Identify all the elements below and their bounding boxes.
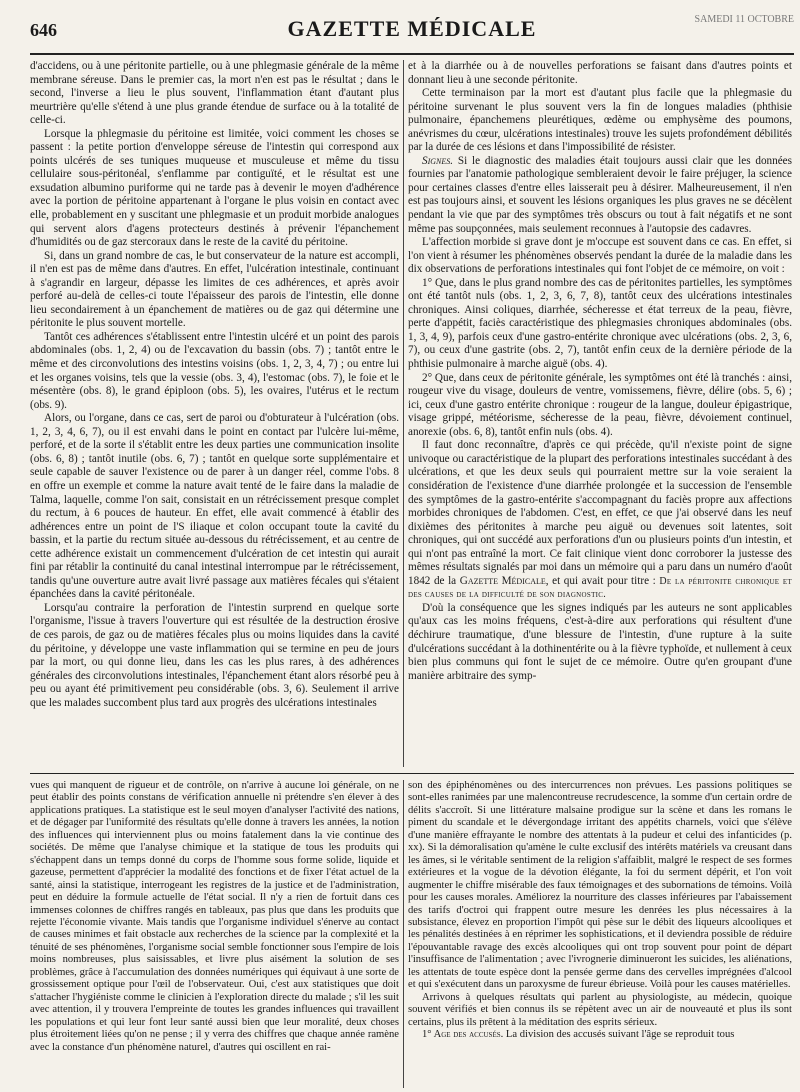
paragraph (408, 155, 792, 236)
section-divider (30, 773, 794, 774)
page-number: 646 (30, 20, 57, 40)
feuilleton-left-column (30, 780, 399, 1088)
section-label-signes: Signes. (422, 154, 454, 167)
paragraph: L'affection morbide si grave dont je m'occupe est souvent dans ce cas. En effet, si l'on vient à résumer les phénomènes observés pendant la durée de la maladie dans les dix observations de perforations intestinales qui font l'objet de ce mémoire, on voit : (408, 236, 792, 276)
paragraph: Si, dans un grand nombre de cas, le but conservateur de la nature est accompli, il n'en est pas de même dans d'autres. En effet, l'ulcération intestinale, continuant à s'agrandir en largeur, dépasse les limites de ces adhérences, et après avoir perforé au-delà de celles-ci toute l'épaisseur des parois de l'intestin, elle donne lieu secondairement à un épanchement de matières ou de gaz qui détermine une péritonite le plus souvent mortelle. (30, 249, 399, 330)
header-date-faded: SAMEDI 11 OCTOBRE (694, 14, 794, 25)
section-label-age: 1° Age des accusés. (422, 1029, 504, 1041)
memoir-title: De la péritonite chronique et des causes de la difficulté de son diagnostic. (408, 575, 792, 601)
header-rule (30, 53, 794, 55)
paragraph: Lorsqu'au contraire la perforation de l'intestin surprend en quelque sorte l'organisme, l'issue à travers l'ouverture qui est résultée de la destruction érosive de ces parois, de gaz ou de matières fécales plus ou moins liquides dans la cavité du péritoine, y développe une vaste inflammation qui se termine en peu de jours par la mort, ou qui donne lieu, dans les cas les plus rares, à des adhérences générales des circonvolutions intestinales, l'épanchement étant alors résorbé peu à peu ou ayant été primitivement peu considérable (obs. 3, 6). Seulement il arrive que les malades succombent plus tard aux progrès des ulcérations intestinales (30, 601, 399, 709)
paragraph (408, 1029, 792, 1041)
paragraph: Lorsque la phlegmasie du péritoine est limitée, voici comment les choses se passent : la petite portion d'enveloppe séreuse de l'intestin qui correspond aux points ulcérés de ses tuniques muqueuse et musculeuse et même du tissu cellulaire sous-péritonéal, s'enflamme par contiguïté, et le résultat est une exsudation albumino puriforme qui ne tarde pas à devenir le moyen d'adhérence avec la portion de péritoine appartenant à l'organe le plus voisin en contact avec elle, probablement en y suscitant une phlegmasie et un produit morbide analogues qui servent alors d'agens protecteurs destinés à prévenir l'épanchement d'humidités ou de gaz stercoraux dans le reste de la cavité du péritoine. (30, 127, 399, 249)
article-left-column (30, 60, 399, 767)
paragraph-text: Il faut donc reconnaître, d'après ce qui précède, qu'il n'existe point de signe univoque ou caractéristique de la plupart des perforations intestinales succédant à des ulcérations, et que les deux seuls qui pourraient mettre sur la voie seraient la considération de l'existence d'une diarrhée prolongée et la succession de l'ensemble des symptômes de la gastro-entérite s'accompagnant du faciès propre aux affections morbides chroniques de l'abdomen. C'est, en effet, ce que j'ai observé dans les neuf dixièmes des péritonites à marche peu aiguë ou devenues soit latentes, soit chroniques, qui ont succédé aux perforations d'un ou plusieurs points d'un intestin, et qui n'ont pas entraîné la mort. Ce fait clinique vient donc corroborer la justesse des mêmes résultats signalés par moi dans un mémoire qui a paru dans un numéro d'août 1842 de la (408, 439, 792, 587)
paragraph: et à la diarrhée ou à de nouvelles perforations se faisant dans d'autres points et donnant lieu à une seconde péritonite. (408, 60, 792, 86)
paragraph: Tantôt ces adhérences s'établissent entre l'intestin ulcéré et un point des parois abdominales (obs. 1, 2, 4) ou de l'excavation du bassin (obs. 7) ; tantôt entre le même et des circonvolutions des intestins voisins (obs. 1, 2, 3, 4, 7) ; ou entre lui et les organes voisins, tels que la vessie (obs. 3, 4), l'estomac (obs. 7), le foie et le mésentère (obs. 8), le grand épiploon (obs. 5), les ovaires, l'utérus et le rectum (obs. 9). (30, 330, 399, 411)
paragraph: 2° Que, dans ceux de péritonite générale, les symptômes ont été là tranchés : ainsi, rougeur vive du visage, douleurs de ventre, vomissemens, fièvre, délire (obs. 5, 6) ; ici, ceux d'une gastro entérite chronique : rougeur de la langue, douleur épigastrique, visage grippé, météorisme, sécheresse de la peau, fièvre, dévoiement continuel, anorexie (obs. 6, 8), tantôt enfin nuls (obs. 4). (408, 371, 792, 438)
paragraph-text: La division des accusés suivant l'âge se reproduit tous (505, 1029, 735, 1041)
paragraph: Arrivons à quelques résultats qui parlent au physiologiste, au médecin, quoique souvent vérifiés et bien connus ils se répètent avec un air de nouveauté et plus ils sont certains, plus ils prêtent à la méditation des esprits sérieux. (408, 991, 792, 1028)
paragraph: 1° Que, dans le plus grand nombre des cas de péritonites partielles, les symptômes ont été tantôt nuls (obs. 1, 2, 3, 6, 7, 8), tantôt ceux des ulcérations intestinales chroniques. Ainsi coliques, diarrhée, sécheresse et état terreux de la peau, fièvre, perte d'appétit, faciès caractéristique des phlegmasies chroniques abdominales (obs. 1, 3, 4, 9), parfois ceux d'une gastro-entérite chronique avec ulcérations (obs. 2, 3, 6, 7), ou ceux d'une gastrite (obs. 2, 7), tantôt enfin ceux de la dernière période de la phthisie pulmonaire à marche aiguë (obs. 4). (408, 276, 792, 371)
paragraph: vues qui manquent de rigueur et de contrôle, on n'arrive à aucune loi générale, on ne peut établir des points constans de vérification annuelle ni prétendre s'en élever à des applications pratiques. La statistique est le seul moyen d'analyser l'activité des nations, et de dégager par l'uniformité des résultats qu'elle donne à travers les années, la notion des influences qui interviennent plus ou moins fatalement dans la vie continue des sociétés. De même que l'analyse chimique et la statique de tous les produits qui s'échappent dans un temps donné du corps de l'homme sous forme solide, liquide et gazeuse, permettent d'apprécier la modalité des fonctions et de fixer l'état actuel de la santé, ainsi la statistique, interrogeant les registres de la justice et de l'administration, peut en déduire la formule actuelle de l'état social. Il n'y a rien de fortuit dans ces immenses colonnes de chiffres rangés en tableaux, pas plus que dans les produits que rejette l'économie vivante. Mais tandis que l'organisme individuel s'énerve au contact de causes minimes et fait obstacle aux recherches de la science par la complexité et la ténuité de ses phénomènes, l'organisme social semble fonctionner sous l'empire de lois moins nombreuses, plus saisissables, et livre plus aisément la solution de ses problèmes, grâce à l'accumulation des données numériques qui équivaut à une sorte de grossissement optique pour l'œil de l'observateur. Oui, c'est aux statistiques que doit s'attacher l'hygiéniste comme le clinicien à l'exploration directe du malade ; s'il les suit avec attention, il y trouvera l'empreinte de toutes les grandes influences qui travaillent les populations et qui leur font leur santé aussi bien que leur moralité, deux choses plus étroitement liées qu'on ne pense ; il y verra des chiffres que chaque année ramène avec la constance d'un phénomène naturel, d'autres qui oscillent en rai- (30, 780, 399, 1053)
masthead (30, 14, 794, 50)
paragraph: D'où la conséquence que les signes indiqués par les auteurs ne sont applicables qu'aux cas les moins fréquens, c'est-à-dire aux perforations qui résultent d'une déchirure traumatique, d'une blessure de l'intestin, d'une rupture à la suite d'ulcérations succédant à la dothinentérite ou à la fièvre typhoïde, et nullement à ceux bien plus communs qui font le sujet de ce mémoire. Outre qu'en groupant d'une manière arbitraire des symp- (408, 601, 792, 682)
paragraph: son des épiphénomènes ou des intercurrences non prévues. Les passions politiques se sont-elles ranimées par une malencontreuse recrudescence, la somme d'un certain ordre de délits s'accroît. Si une littérature malsaine prodigue sur la scène et dans les romans le piment du scandale et le dévergondage irritant des appétits charnels, voici que s'élève d'une manière effrayante le nombre des attentats à la pudeur et celui des infanticides (p. xx). Si la démoralisation qu'amène le culte exclusif des intérêts matériels va creusant dans les âmes, si le véritable sentiment de la religion s'affaiblit, malgré le respect de ses formes extérieures et la vogue de la dévotion élégante, la foi du serment dépérit, et l'on voit augmenter le chiffre misérable des faux témoignages et des subornations de témoins. Voilà pour les causes morales. Améliorez la nourriture des classes inférieures par l'abaissement des tarifs d'octroi qui frappent outre mesure les denrées les plus nécessaires à la subsistance, élevez en proportion l'impôt qui pèse sur le débit des liqueurs alcooliques et les pénalités destinées à en réprimer les sophistications, et il deviendra possible de réduire l'épouvantable ravage des excès alcooliques qui ont trop souvent pour point de départ l'insuffisance de l'alimentation ; avec l'ivrognerie diminueront les suicides, les aliénations, les attentats de toute espèce dont la pensée germe dans des cervelles imprégnées d'alcool et qui s'exécutent dans un paroxysme de fureur ébrieuse. Voilà pour les causes matérielles. (408, 780, 792, 991)
paragraph-text: , et qui avait pour titre : (545, 574, 656, 587)
paragraph (408, 439, 792, 602)
column-divider-bottom (403, 780, 404, 1088)
article-right-column (408, 60, 792, 767)
feuilleton-right-column (408, 780, 792, 1088)
paragraph: Cette terminaison par la mort est d'autant plus facile que la phlegmasie du péritoine survenant le plus souvent vers la fin de longues maladies (phthisie pulmonaire, épanchemens pleurétiques, œdème ou emphysème des poumons, anévrismes du cœur, ulcérations intestinales) trouve les sujets profondément débilités par la durée de ces lésions et dans l'impossibilité de résister. (408, 87, 792, 154)
paragraph: d'accidens, ou à une péritonite partielle, ou à une phlegmasie générale de la même membrane séreuse. Dans le premier cas, la mort n'en est pas le résultat ; dans le second, l'inverse a lieu le plus souvent, l'inflammation étant d'autant plus meurtrière qu'elle s'étend à une plus grande étendue de surface ou à la totalité de celle-ci. (30, 60, 399, 127)
paragraph: Alors, ou l'organe, dans ce cas, sert de paroi ou d'obturateur à l'ulcération (obs. 1, 2, 3, 4, 6, 7), ou il est envahi dans le point en contact par l'ulcère lui-même, perforé, et de la sorte il s'établit entre les deux parties une communication insolite (obs. 6, 8) ; tantôt inutile (obs. 6, 7) ; tantôt en quelque sorte supplémentaire et seule capable de sauver l'existence ou de parer à un danger réel, comme l'obs. 8 en offre un exemple et comme la nature avait tenté de le faire dans la maladie de Talma, laquelle, comme l'on sait, consistait en un rétrécissement presque complet du rectum, à 6 pouces de hauteur. En effet, elle avait commencé à établir des adhérences entre un point de l'S iliaque et colon occupant toute la cavité du bassin, et la partie du rectum située au-dessous du rétrécissement, et au centre de cette adhérence existait un commencement d'ulcération de cet intestin qui aurait fini par rétablir la continuité du canal intestinal interrompue par le rétrécissement, tandis qu'une ouverture autre avait livré passage aux matières fécales qui s'étaient épanchées dans la cavité péritonéale. (30, 412, 399, 601)
journal-title: GAZETTE MÉDICALE (287, 16, 537, 41)
column-divider-top (403, 60, 404, 767)
journal-reference: Gazette Médicale (459, 574, 546, 587)
paragraph-text: Si le diagnostic des maladies était toujours aussi clair que les données fournies par l'anatomie pathologique sembleraient devoir le faire préjuger, la science pour certaines classes d'entre elles laisserait peu à désirer. Malheureusement, il n'en est pas toujours ainsi, et souvent les lésions organiques les plus graves ne se décèlent pendant la vie que par des symptômes très obscurs ou tout à fait négatifs et ne sont même pas soupçonnées, mais seulement reconnues à l'autopsie des cadavres. (408, 154, 792, 235)
